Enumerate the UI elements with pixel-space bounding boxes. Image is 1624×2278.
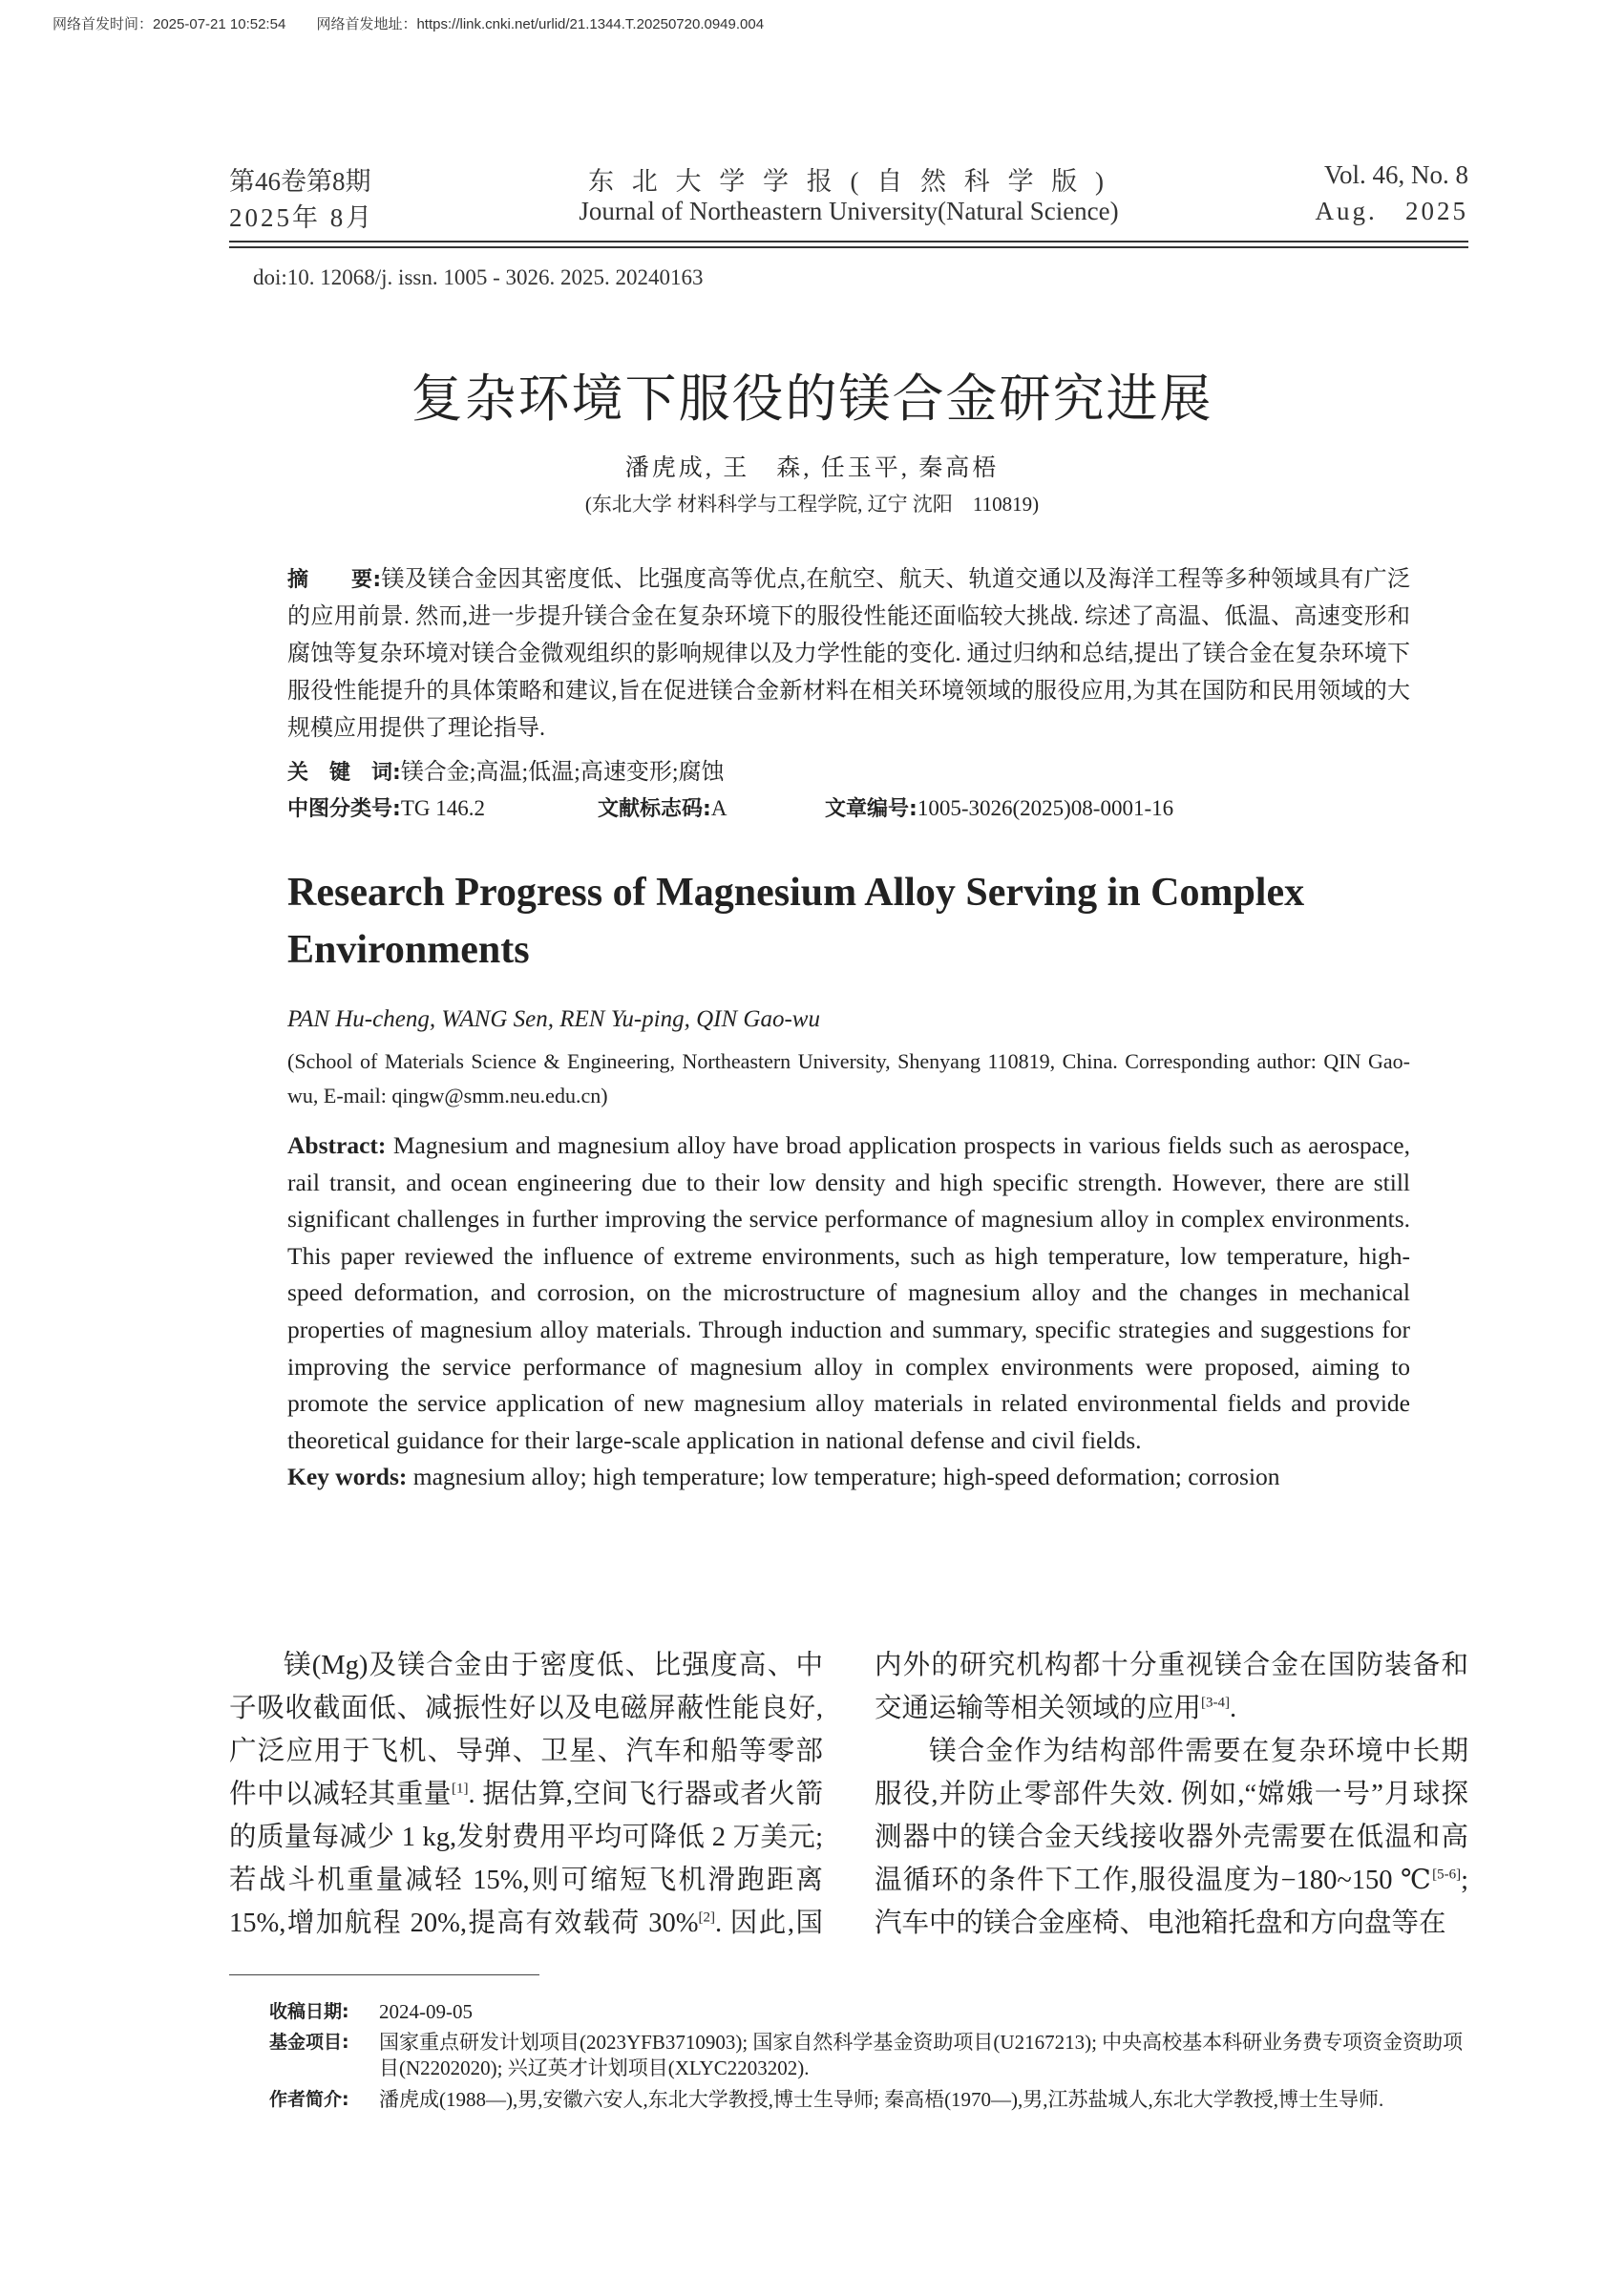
journal-name-cn: 东 北 大 学 学 报 ( 自 然 科 学 版 ): [588, 167, 1109, 196]
footnote-label: 基金项目:: [269, 2032, 349, 2053]
volume-en: Vol. 46, No. 8: [1323, 160, 1468, 189]
text-run: ;汽车中的镁合金座椅、电池箱托盘和方向盘等在: [875, 1866, 1468, 1938]
journal-header-row1: [229, 160, 1468, 195]
title-cn: 复杂环境下服役的镁合金研究进展: [411, 370, 1213, 428]
journal-name-en: Journal of Northeastern University(Natural Science): [579, 197, 1119, 225]
text-run: .: [1230, 1694, 1237, 1723]
article-no-label: 文章编号:: [825, 797, 917, 821]
footnote-text: 国家重点研发计划项目(2023YFB3710903); 国家自然科学基金资助项目(U2167213); 中央高校基本科研业务费专项资金资助项目(N2202020); 兴辽英才计划项目(XLYC2203202).: [379, 2031, 1464, 2079]
footnote-received: [269, 1999, 1468, 2025]
body-paragraph: [875, 1730, 1468, 1945]
abstract-en: [287, 1128, 1410, 1496]
header-rule: [229, 246, 1468, 248]
authors-cn: 潘虎成, 王 森, 任玉平, 秦高梧: [624, 455, 1000, 481]
footnote-authors: [269, 2087, 1468, 2113]
affiliation-cn: (东北大学 材料科学与工程学院, 辽宁 沈阳 110819): [584, 493, 1040, 516]
keywords-en-text: magnesium alloy; high temperature; low temperature; high-speed deformation; corrosion: [412, 1463, 1280, 1491]
network-publish-info: [53, 13, 791, 33]
text-run: 镁合金作为结构部件需要在复杂环境中长期服役,并防止零部件失效. 例如,“嫦娥一号”月球探测器中的镁合金天线接收器外壳需要在低温和高温循环的条件下工作,服役温度为−180~150 ℃: [875, 1737, 1468, 1895]
abstract-en-text: Magnesium and magnesium alloy have broad application prospects in various fields such as aerospace, rail transit, and ocean engineering due to their low density and high specific strength. However, there are still significant challenges in further improving the service performance of magnesium alloy in complex environments. This paper reviewed the influence of extreme environments, such as high temperature, low temperature, high-speed deformation, and corrosion, on the microstructure of magnesium alloy and the changes in mechanical properties of magnesium alloy materials. Through induction and summary, specific strategies and suggestions for improving the service performance of magnesium alloy in complex environments were proposed, aiming to promote the service application of new magnesium alloy materials in related environmental fields and provide theoretical guidance for their large-scale application in national defense and civil fields.: [287, 1131, 1411, 1454]
abstract-cn-label: 摘 要:: [287, 568, 382, 592]
footnote-text: 潘虎成(1988—),男,安徽六安人,东北大学教授,博士生导师; 秦高梧(1970—),男,江苏盐城人,东北大学教授,博士生导师.: [379, 2088, 1384, 2111]
abstract-en-label: Abstract:: [287, 1131, 387, 1159]
doi: doi:10. 12068/j. issn. 1005 - 3026. 2025. 20240163: [253, 265, 704, 289]
keywords-cn-text: 镁合金;高温;低温;高速变形;腐蚀: [400, 760, 725, 785]
footnote-label: 收稿日期:: [269, 2001, 349, 2022]
article-no-value: 1005-3026(2025)08-0001-16: [917, 796, 1174, 820]
citation: [5-6]: [1432, 1867, 1462, 1883]
date-en: Aug. 2025: [1315, 197, 1468, 225]
header-rule: [229, 241, 1468, 243]
keywords-cn-label: 关 键 词:: [287, 761, 401, 785]
footnote-text: 2024-09-05: [379, 2000, 473, 2023]
publish-time: 网络首发时间：2025-07-21 10:52:54: [53, 16, 286, 32]
text-run: . 因此,国内外的研究机构都十分重视镁合金在国防装备和交通运输等相关领域的应用: [715, 1651, 1468, 1938]
classification-row: [287, 792, 1410, 822]
date-cn: 2025年 8月: [229, 203, 375, 232]
keywords-en-label: Key words:: [287, 1463, 408, 1491]
body-text: [229, 1644, 1468, 1950]
abstract-cn: [287, 561, 1410, 748]
citation: [2]: [698, 1909, 716, 1926]
keywords-cn: [287, 752, 724, 786]
text-run: 镁(Mg)及镁合金由于密度低、比强度高、中子吸收截面低、减振性好以及电磁屏蔽性能良好,广泛应用于飞机、导弹、卫星、汽车和船等零部件中以减轻其重量: [229, 1651, 823, 1809]
footnote-funding: [269, 2030, 1468, 2081]
text-run: . 据估算,空间飞行器或者火箭的质量每减少 1 kg,发射费用平均可降低 2 万美元;若战斗机重量减轻 15%,则可缩短飞机滑跑距离 15%,增加航程 20%,提高有效载荷 30%: [229, 1780, 823, 1938]
footnote-label: 作者简介:: [269, 2089, 349, 2110]
footnote-rule: [229, 1974, 539, 1975]
abstract-cn-text: 镁及镁合金因其密度低、比强度高等优点,在航空、航天、轨道交通以及海洋工程等多种领域具有广泛的应用前景. 然而,进一步提升镁合金在复杂环境下的服役性能还面临较大挑战. 综述了高温、低温、高速变形和腐蚀等复杂环境对镁合金微观组织的影响规律以及力学性能的变化. 通过归纳和总结,提出了镁合金在复杂环境下服役性能提升的具体策略和建议,旨在促进镁合金新材料在相关环境领域的服役应用,为其在国防和民用领域的大规模应用提供了理论指导.: [287, 567, 1410, 741]
authors-en: PAN Hu-cheng, WANG Sen, REN Yu-ping, QIN Gao-wu: [287, 1006, 820, 1032]
issue-cn: 第46卷第8期: [229, 167, 371, 196]
clc-label: 中图分类号:: [287, 797, 401, 821]
affiliation-en: (School of Materials Science & Engineering, Northeastern University, Shenyang 110819, China. Corresponding author: QIN Gao-wu, E-mail: qingw@smm.neu.edu.cn): [287, 1049, 1410, 1107]
doc-code-label: 文献标志码:: [598, 797, 711, 821]
journal-header-row2: [229, 197, 1468, 231]
citation: [1]: [452, 1781, 469, 1797]
doc-code-value: A: [710, 796, 728, 820]
citation: [3-4]: [1201, 1695, 1231, 1711]
title-en: Research Progress of Magnesium Alloy Serving in Complex Environments: [287, 871, 1305, 972]
publish-url: 网络首发地址：https://link.cnki.net/urlid/21.1344.T.20250720.0949.004: [316, 16, 765, 32]
clc-value: TG 146.2: [400, 796, 485, 820]
